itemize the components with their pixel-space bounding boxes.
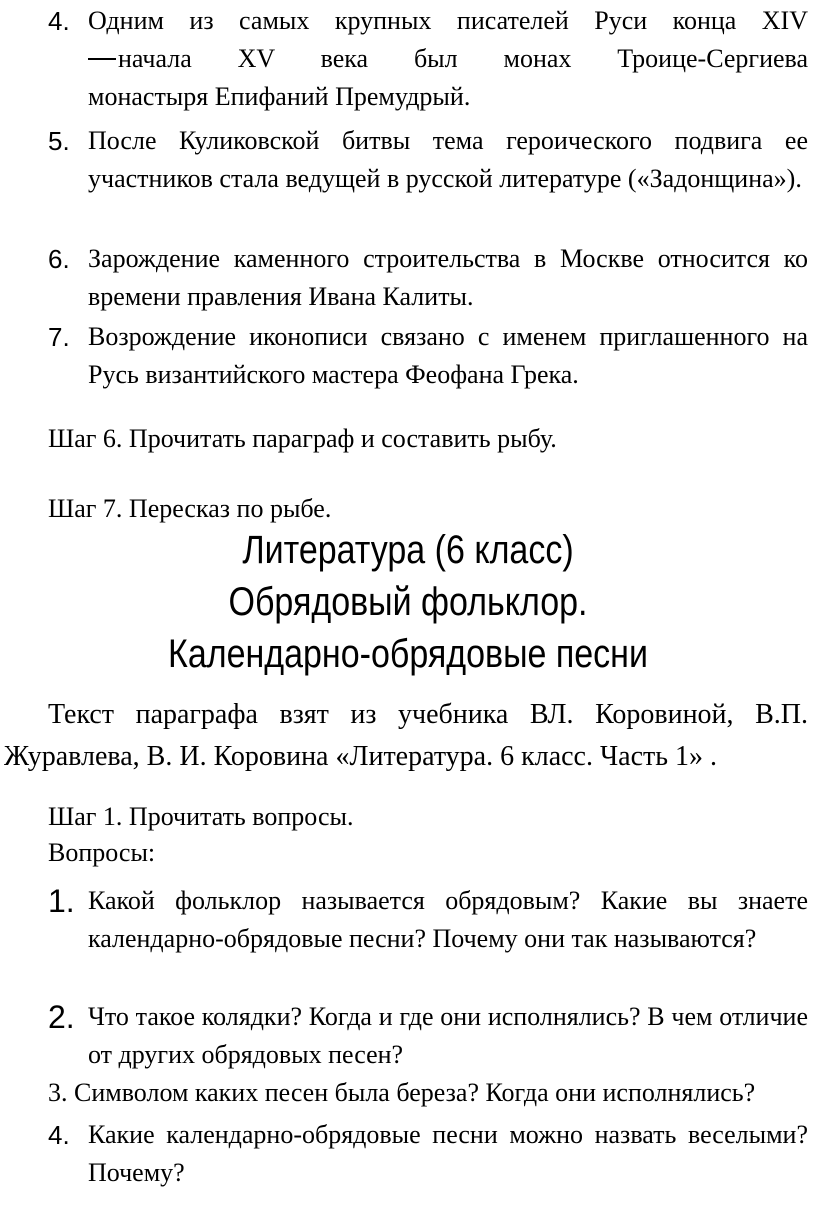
- question-item: 3. Символом каких песен была береза? Когда они исполнялись?: [48, 1078, 756, 1107]
- item-number: 6.: [48, 244, 70, 274]
- item-line-text: начала XV века был монах Троице-Сергиева: [118, 44, 808, 73]
- list-item: [48, 240, 808, 316]
- step-7: Шаг 7. Пересказ по рыбе.: [48, 494, 332, 523]
- item-number: 4.: [48, 6, 70, 36]
- item-line: [88, 40, 808, 78]
- question-number: 4.: [48, 1120, 70, 1150]
- step-1: Шаг 1. Прочитать вопросы.: [48, 802, 354, 831]
- question-text: Какой фольклор называется обрядовым? Какие вы знаете календарно-обрядовые песни? Почему они так называются?: [88, 886, 808, 953]
- question-text: Что такое колядки? Когда и где они исполнялись? В чем отличие от других обрядовых песен?: [88, 1002, 808, 1069]
- source-line-1: Текст параграфа взят из учебника ВЛ. Коровиной, В.П.: [48, 699, 808, 730]
- dash-mark: [88, 58, 116, 60]
- page-title-line-2: Обрядовый фольклор.: [228, 580, 588, 624]
- step-6: Шаг 6. Прочитать параграф и составить рыбу.: [48, 424, 557, 453]
- questions-label: Вопросы:: [48, 838, 156, 867]
- item-number: 5.: [48, 126, 70, 156]
- page-title-line-3: Календарно-обрядовые песни: [168, 632, 648, 676]
- question-item: [48, 882, 808, 958]
- item-number: 7.: [48, 322, 70, 352]
- item-line: Одним из самых крупных писателей Руси конца XIV: [88, 6, 808, 35]
- source-note: [0, 694, 816, 778]
- item-text: После Куликовской битвы тема героического подвига ее участников стала ведущей в русской литературе («Задонщина»).: [88, 126, 808, 193]
- question-item: [48, 1116, 808, 1192]
- list-item: [48, 122, 808, 198]
- page-title-line-1: Литература (6 класс): [242, 528, 574, 572]
- list-item: [48, 318, 808, 394]
- question-number: 2.: [48, 999, 75, 1035]
- list-item: [48, 2, 808, 116]
- source-line-2: Журавлева, В. И. Коровина «Литература. 6 класс. Часть 1» .: [4, 741, 718, 772]
- question-number: 1.: [48, 883, 75, 919]
- item-line: монастыря Епифаний Премудрый.: [88, 82, 471, 111]
- item-text: Возрождение иконописи связано с именем приглашенного на Русь византийского мастера Феофана Грека.: [88, 322, 808, 389]
- question-text: Какие календарно-обрядовые песни можно назвать веселыми? Почему?: [88, 1120, 808, 1187]
- question-item: [48, 998, 808, 1074]
- item-text: Зарождение каменного строительства в Москве относится ко времени правления Ивана Калиты.: [88, 244, 808, 311]
